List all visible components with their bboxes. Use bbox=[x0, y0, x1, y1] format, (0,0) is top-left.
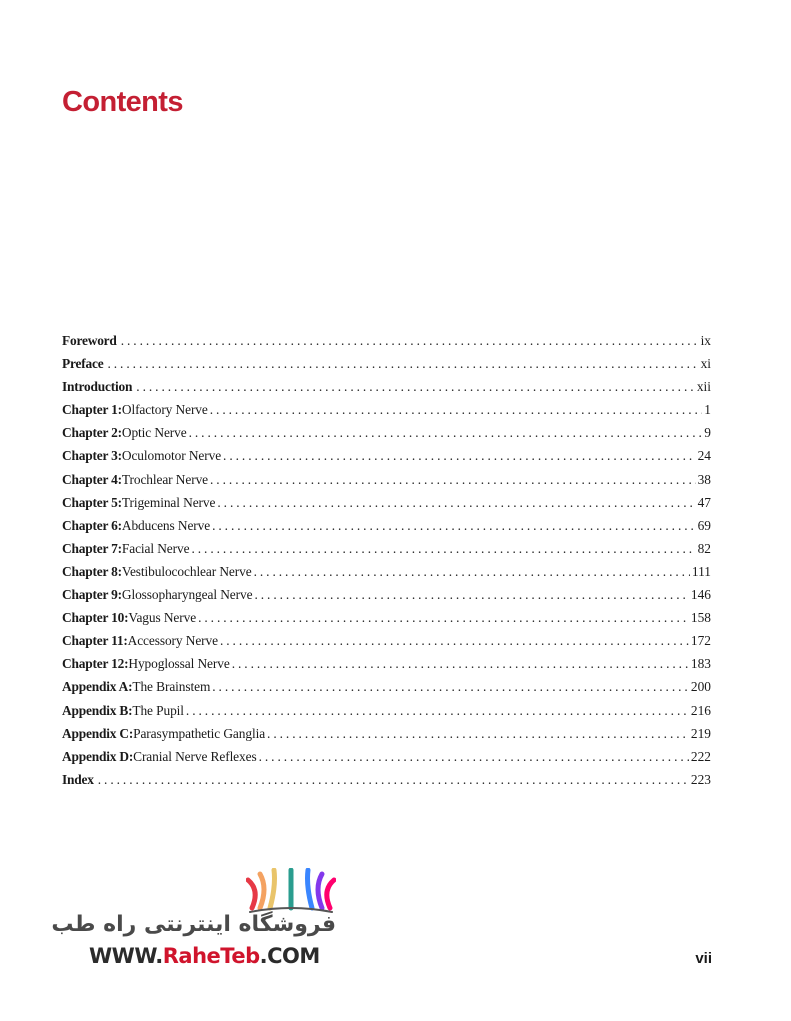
toc-title: The Pupil bbox=[132, 702, 184, 718]
dot-leader bbox=[136, 379, 695, 395]
watermark-store-name: فروشگاه اینترنتی راه طب bbox=[51, 912, 336, 937]
toc-page-number: ix bbox=[700, 333, 711, 348]
dot-leader bbox=[210, 402, 703, 418]
toc-title: Abducens Nerve bbox=[121, 517, 211, 533]
toc-entry-chapter-11 bbox=[62, 633, 711, 656]
toc-page-number: xi bbox=[700, 356, 711, 372]
toc-entry-chapter-9 bbox=[62, 587, 711, 610]
toc-label: Chapter 9: bbox=[62, 587, 122, 603]
toc-page-number: 146 bbox=[690, 587, 711, 603]
toc-entry-chapter-10 bbox=[62, 610, 711, 633]
toc-page-number: 222 bbox=[690, 748, 711, 764]
toc-page-number: xii bbox=[696, 379, 711, 395]
toc-title: Parasympathetic Ganglia bbox=[133, 725, 266, 741]
toc-label: Chapter 10: bbox=[62, 610, 129, 626]
toc-label: Chapter 7: bbox=[62, 540, 122, 556]
toc-label: Appendix B: bbox=[62, 702, 133, 718]
dot-leader bbox=[254, 564, 690, 580]
dot-leader bbox=[191, 541, 695, 557]
toc-entry-appendix-a bbox=[62, 679, 711, 702]
toc-page-number: 38 bbox=[697, 471, 711, 487]
dot-leader bbox=[186, 703, 689, 719]
toc-title: Vagus Nerve bbox=[128, 610, 197, 626]
toc-title: Olfactory Nerve bbox=[121, 402, 208, 418]
toc-entry-chapter-12 bbox=[62, 656, 711, 679]
toc-entry-chapter-7 bbox=[62, 541, 711, 564]
toc-label: Chapter 6: bbox=[62, 517, 122, 533]
logo-ray bbox=[318, 874, 322, 908]
toc-title: The Brainstem bbox=[132, 679, 211, 695]
dot-leader bbox=[217, 495, 695, 511]
toc-title: Optic Nerve bbox=[121, 425, 187, 441]
dot-leader bbox=[189, 425, 703, 441]
toc-title: Hypoglossal Nerve bbox=[128, 656, 230, 672]
toc-label: Appendix C: bbox=[62, 725, 134, 741]
toc-page-number: 183 bbox=[690, 656, 711, 672]
dot-leader bbox=[220, 633, 689, 649]
toc-page-number: 1 bbox=[704, 402, 711, 418]
toc-label: Chapter 3: bbox=[62, 448, 122, 464]
toc-label: Chapter 8: bbox=[62, 563, 122, 579]
toc-label: Chapter 12: bbox=[62, 656, 129, 672]
logo-ray bbox=[248, 880, 255, 908]
url-prefix: WWW. bbox=[89, 944, 163, 968]
url-suffix: .COM bbox=[259, 944, 320, 968]
toc-label: Chapter 11: bbox=[62, 633, 128, 649]
toc-page-number: 200 bbox=[690, 679, 711, 695]
dot-leader bbox=[98, 772, 689, 788]
toc-entry-chapter-1 bbox=[62, 402, 711, 425]
open-book-rainbow-logo bbox=[246, 868, 336, 916]
toc-page-number: 24 bbox=[697, 448, 711, 464]
dot-leader bbox=[212, 518, 696, 534]
toc-title: Accessory Nerve bbox=[127, 633, 218, 649]
toc-page-number: 9 bbox=[704, 425, 711, 441]
toc-label: Chapter 2: bbox=[62, 425, 122, 441]
toc-page-number: 111 bbox=[691, 563, 711, 579]
logo-ray bbox=[270, 870, 275, 908]
toc-title: Trochlear Nerve bbox=[121, 471, 209, 487]
toc-entry-chapter-5 bbox=[62, 495, 711, 518]
toc-title: Facial Nerve bbox=[121, 540, 190, 556]
toc-entry-chapter-8 bbox=[62, 564, 711, 587]
toc-label: Appendix A: bbox=[62, 679, 133, 695]
toc-entry-chapter-2 bbox=[62, 425, 711, 448]
toc-title: Cranial Nerve Reflexes bbox=[133, 748, 257, 764]
page-number: vii bbox=[695, 950, 712, 967]
toc-page-number: 172 bbox=[690, 633, 711, 649]
toc-label: Chapter 4: bbox=[62, 471, 122, 487]
toc-entry-appendix-c bbox=[62, 726, 711, 749]
dot-leader bbox=[198, 610, 689, 626]
toc-label: Chapter 5: bbox=[62, 494, 122, 510]
toc-entry-chapter-3 bbox=[62, 448, 711, 471]
toc-entry-appendix-d bbox=[62, 749, 711, 772]
toc-label: Index bbox=[62, 771, 94, 787]
toc-page-number: 82 bbox=[697, 540, 711, 556]
toc-entry-introduction bbox=[62, 379, 711, 402]
toc-title: Vestibulocochlear Nerve bbox=[121, 563, 252, 579]
toc-title: Oculomotor Nerve bbox=[121, 448, 222, 464]
toc-page-number: 223 bbox=[690, 771, 711, 787]
dot-leader bbox=[232, 656, 689, 672]
dot-leader bbox=[267, 726, 689, 742]
toc-title: Trigeminal Nerve bbox=[121, 494, 216, 510]
toc-entry-chapter-4 bbox=[62, 472, 711, 495]
logo-ray bbox=[308, 870, 313, 908]
dot-leader bbox=[212, 679, 689, 695]
toc-label: Foreword bbox=[62, 333, 117, 348]
toc-page-number: 216 bbox=[690, 702, 711, 718]
dot-leader bbox=[259, 749, 689, 765]
toc-title: Glossopharyngeal Nerve bbox=[121, 587, 253, 603]
dot-leader bbox=[121, 333, 699, 349]
toc-entry-foreword bbox=[62, 333, 711, 356]
toc-entry-index bbox=[62, 772, 711, 795]
toc-label: Chapter 1: bbox=[62, 402, 122, 418]
dot-leader bbox=[223, 448, 696, 464]
logo-ray bbox=[327, 880, 334, 908]
logo-ray bbox=[260, 874, 264, 908]
table-of-contents bbox=[62, 333, 711, 795]
toc-page-number: 158 bbox=[690, 610, 711, 626]
toc-entry-chapter-6 bbox=[62, 518, 711, 541]
toc-label: Appendix D: bbox=[62, 748, 134, 764]
watermark-url bbox=[89, 944, 320, 968]
page-title: Contents bbox=[62, 86, 183, 118]
dot-leader bbox=[254, 587, 688, 603]
toc-entry-preface bbox=[62, 356, 711, 379]
toc-entry-appendix-b bbox=[62, 703, 711, 726]
toc-label: Preface bbox=[62, 356, 104, 372]
dot-leader bbox=[107, 356, 698, 372]
toc-page-number: 219 bbox=[690, 725, 711, 741]
toc-label: Introduction bbox=[62, 379, 133, 395]
url-brand: RaheTeb bbox=[162, 944, 260, 968]
dot-leader bbox=[210, 472, 696, 488]
toc-page-number: 69 bbox=[697, 517, 711, 533]
toc-page-number: 47 bbox=[697, 494, 711, 510]
